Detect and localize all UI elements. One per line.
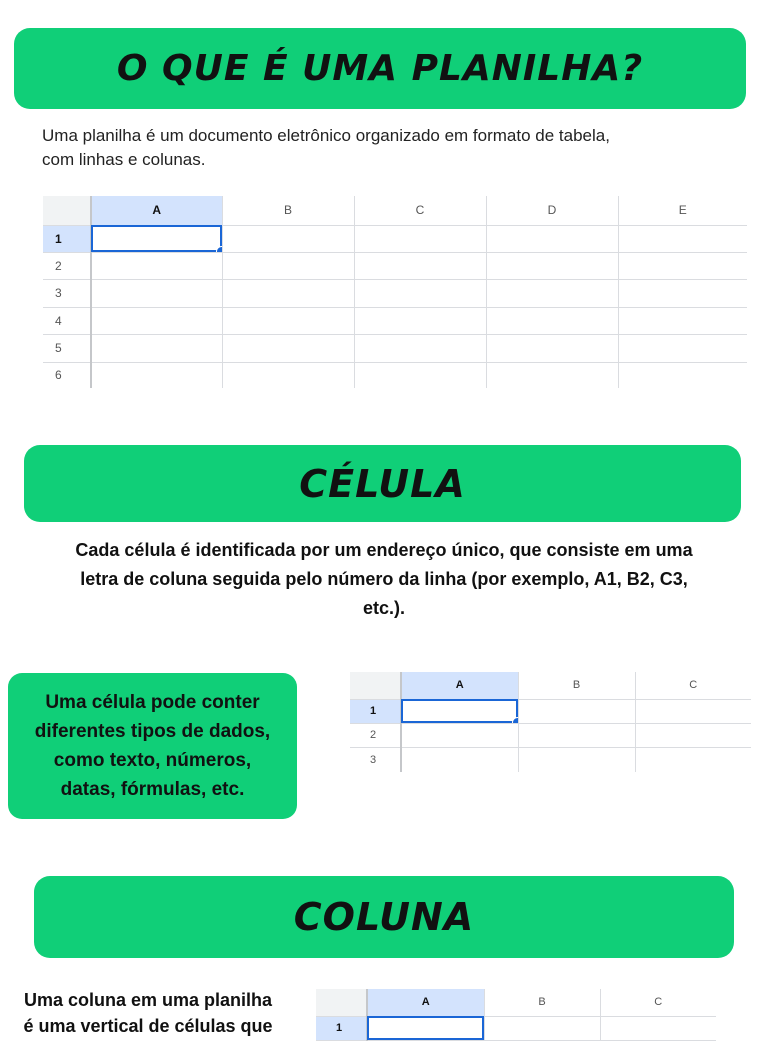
cell[interactable]: [486, 362, 618, 388]
cell[interactable]: [354, 362, 486, 388]
row-header-2[interactable]: 2: [350, 723, 401, 747]
row-header-3[interactable]: 3: [43, 279, 91, 307]
row-header-1[interactable]: 1: [316, 1016, 367, 1040]
cell[interactable]: [518, 699, 635, 723]
cell[interactable]: [354, 252, 486, 279]
cell[interactable]: [484, 1016, 600, 1040]
cell[interactable]: [354, 334, 486, 362]
corner-cell[interactable]: [316, 989, 367, 1016]
cell[interactable]: [91, 334, 222, 362]
text-line: Uma célula pode conter: [45, 692, 260, 713]
cell-a1-selected[interactable]: [91, 225, 222, 252]
cell[interactable]: [222, 334, 354, 362]
cell[interactable]: [91, 279, 222, 307]
cell[interactable]: [518, 747, 635, 772]
text-line: datas, fórmulas, etc.: [60, 779, 245, 800]
cell[interactable]: [401, 723, 518, 747]
column-header-a[interactable]: A: [367, 989, 484, 1016]
cell-a1-selected[interactable]: [401, 699, 518, 723]
text-line: é uma vertical de células que: [23, 1016, 273, 1036]
cell[interactable]: [401, 747, 518, 772]
row-header-3[interactable]: 3: [350, 747, 401, 772]
cell[interactable]: [486, 252, 618, 279]
intro-line: com linhas e colunas.: [42, 150, 206, 169]
text-line: etc.).: [362, 598, 405, 618]
text-line: letra de coluna seguida pelo número da linha (por exemplo, A1, B2, C3,: [80, 569, 688, 589]
cell[interactable]: [91, 362, 222, 388]
cell[interactable]: [222, 362, 354, 388]
cell-a1-selected[interactable]: [367, 1016, 484, 1040]
cell[interactable]: [635, 723, 751, 747]
title-banner-coluna: [34, 876, 734, 958]
column-header-c[interactable]: C: [600, 989, 716, 1016]
title-banner-planilha: [14, 28, 746, 109]
column-header-e[interactable]: E: [618, 196, 747, 225]
row-header-2[interactable]: 2: [43, 252, 91, 279]
text-line: Uma coluna em uma planilha: [23, 990, 273, 1010]
intro-line: Uma planilha é um documento eletrônico organizado em formato de tabela,: [42, 126, 610, 145]
column-header-a[interactable]: A: [91, 196, 222, 225]
column-header-a[interactable]: A: [401, 672, 518, 699]
cell[interactable]: [354, 225, 486, 252]
cell[interactable]: [635, 747, 751, 772]
cell[interactable]: [222, 307, 354, 334]
cell[interactable]: [618, 252, 747, 279]
title-banner-celula: [24, 445, 741, 522]
row-header-5[interactable]: 5: [43, 334, 91, 362]
corner-cell[interactable]: [43, 196, 91, 225]
cell[interactable]: [486, 225, 618, 252]
section-title: O QUE É UMA PLANILHA?: [116, 48, 644, 89]
corner-cell[interactable]: [350, 672, 401, 699]
cell[interactable]: [354, 279, 486, 307]
column-header-b[interactable]: B: [222, 196, 354, 225]
cell[interactable]: [222, 279, 354, 307]
spreadsheet-grid-3: [316, 989, 716, 1041]
row-header-1[interactable]: 1: [43, 225, 91, 252]
row-header-4[interactable]: 4: [43, 307, 91, 334]
column-header-c[interactable]: C: [354, 196, 486, 225]
fill-handle[interactable]: [216, 246, 223, 253]
spreadsheet-grid-1: [43, 196, 747, 388]
celula-description: [0, 536, 768, 623]
cell[interactable]: [222, 225, 354, 252]
spreadsheet-grid-2: [350, 672, 751, 772]
cell[interactable]: [518, 723, 635, 747]
cell[interactable]: [618, 334, 747, 362]
celula-data-types-box: [8, 673, 297, 819]
row-header-6[interactable]: 6: [43, 362, 91, 388]
cell[interactable]: [222, 252, 354, 279]
fill-handle[interactable]: [512, 717, 519, 724]
cell[interactable]: [354, 307, 486, 334]
text-line: diferentes tipos de dados,: [34, 721, 271, 742]
cell[interactable]: [486, 334, 618, 362]
column-header-d[interactable]: D: [486, 196, 618, 225]
column-header-c[interactable]: C: [635, 672, 751, 699]
cell[interactable]: [91, 252, 222, 279]
cell[interactable]: [618, 225, 747, 252]
column-header-b[interactable]: B: [484, 989, 600, 1016]
cell[interactable]: [486, 307, 618, 334]
intro-paragraph: [42, 124, 732, 172]
cell[interactable]: [618, 307, 747, 334]
column-header-b[interactable]: B: [518, 672, 635, 699]
cell[interactable]: [600, 1016, 716, 1040]
text-line: Cada célula é identificada por um endereço único, que consiste em uma: [75, 540, 693, 560]
section-title: CÉLULA: [299, 461, 466, 506]
section-title: COLUNA: [293, 895, 475, 939]
text-line: como texto, números,: [53, 750, 252, 771]
cell[interactable]: [618, 362, 747, 388]
cell[interactable]: [486, 279, 618, 307]
coluna-description: [0, 987, 296, 1039]
cell[interactable]: [91, 307, 222, 334]
cell[interactable]: [618, 279, 747, 307]
row-header-1[interactable]: 1: [350, 699, 401, 723]
cell[interactable]: [635, 699, 751, 723]
